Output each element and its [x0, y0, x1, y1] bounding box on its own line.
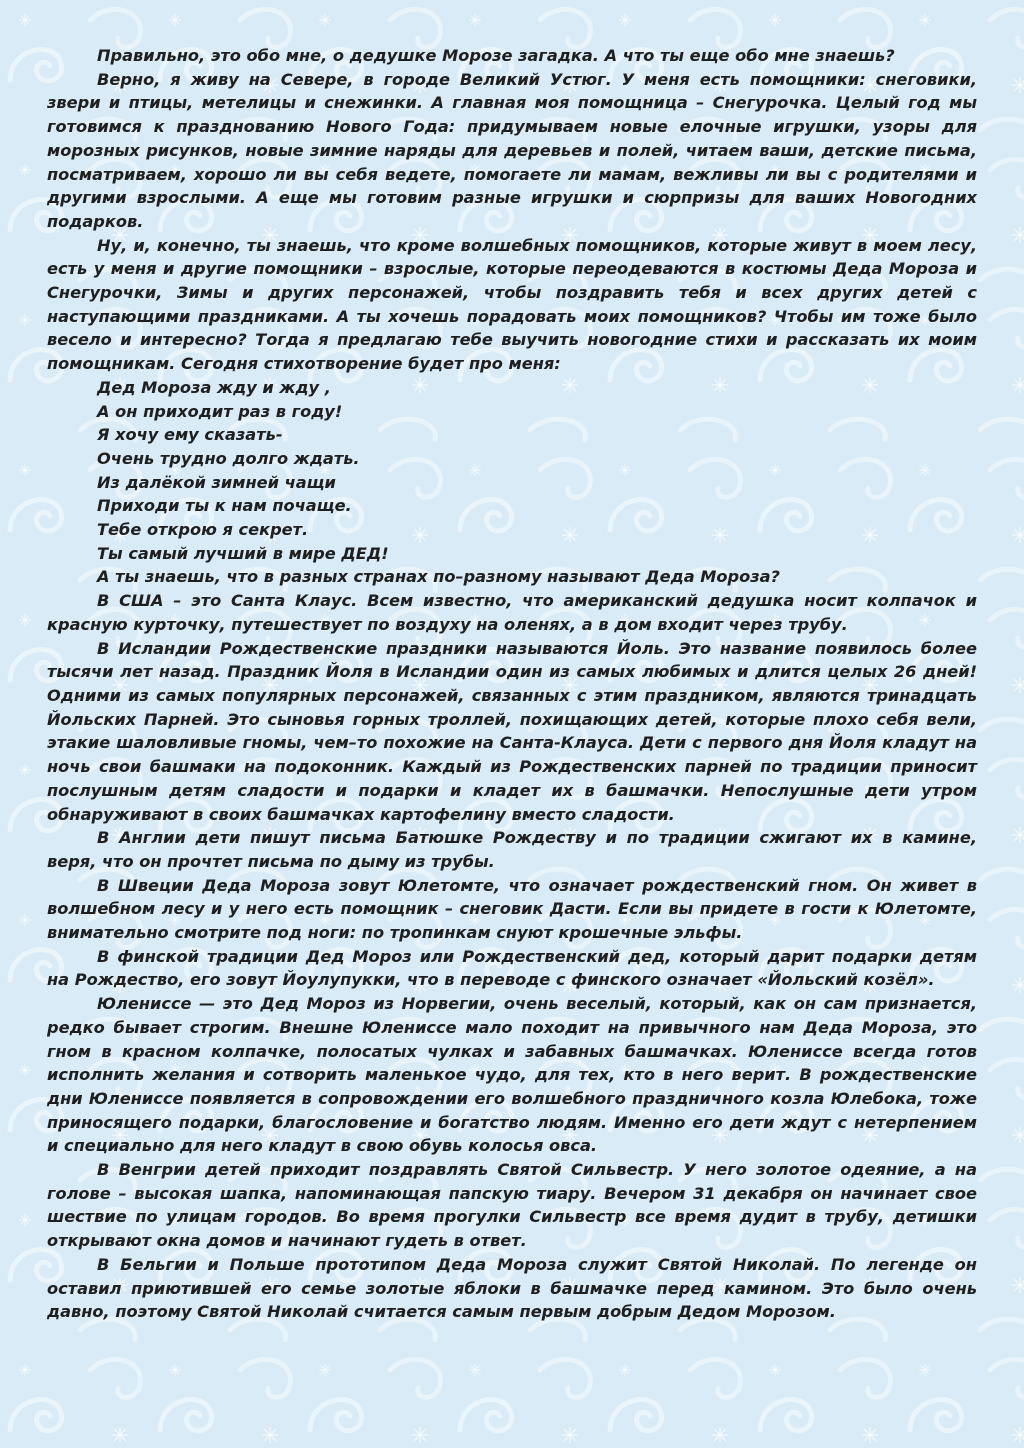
- paragraph-finland: В финской традиции Дед Мороз или Рождественский дед, который дарит подарки детям на Рождество, его зовут Йоулупукки, что в переводе с финского означает «Йольский козёл».: [47, 946, 977, 990]
- paragraph-belgium-poland: В Бельгии и Польше прототипом Деда Мороза служит Святой Николай. По легенде он оставил приютившей его семье золотые яблоки в башмачке перед камином. Это было очень давно, поэтому Святой Николай считается самым первым добрым Дедом Морозом.: [47, 1254, 977, 1322]
- poem: [47, 376, 977, 566]
- poem-line: Тебе открою я секрет.: [97, 520, 309, 540]
- paragraph-england: В Англии дети пишут письма Батюшке Рождеству и по традиции сжигают их в камине, веря, что он прочтет письма по дыму из трубы.: [47, 828, 977, 871]
- poem-line: Дед Мороза жду и жду ,: [97, 377, 331, 397]
- paragraph-about-ded-moroz: Верно, я живу на Севере, в городе Великий Устюг. У меня есть помощники: снеговики, звери и птицы, метелицы и снежинки. А главная моя помощница – Снегурочка. Целый год мы готовимся к празднованию Нового Года: придумываем новые елочные игрушки, узоры для морозных рисунков, новые зимние наряды для деревьев и полей, читаем ваши, детские письма, посматриваем, хорошо ли вы себя ведете, помогаете ли мамам, вежливы ли вы с родителями и другими взрослыми. А еще мы готовим разные игрушки и сюрпризы для ваших Новогодних подарков.: [47, 69, 977, 231]
- story-page: [47, 44, 977, 1324]
- poem-line: Ты самый лучший в мире ДЕД!: [97, 543, 389, 563]
- poem-line: Очень трудно долго ждать.: [97, 448, 360, 468]
- paragraph-helpers: Ну, и, конечно, ты знаешь, что кроме волшебных помощников, которые живут в моем лесу, есть у меня и другие помощники – взрослые, которые переодеваются в костюмы Деда Мороза и Снегурочки, Зимы и других персонажей, чтобы поздравить тебя и всех других детей с наступающими праздниками. А ты хочешь порадовать моих помощников? Чтобы им тоже было весело и интересно? Тогда я предлагаю тебе выучить новогодние стихи и рассказать их моим помощникам. Сегодня стихотворение будет про меня:: [47, 235, 977, 374]
- paragraph-usa: В США – это Санта Клаус. Всем известно, что американский дедушка носит колпачок и красную курточку, путешествует по воздуху на оленях, а в дом входит через трубу.: [47, 591, 977, 634]
- intro-section: [47, 44, 977, 376]
- poem-line: А он приходит раз в году!: [97, 401, 343, 421]
- paragraph-riddle-answer: Правильно, это обо мне, о дедушке Морозе загадка. А что ты еще обо мне знаешь?: [97, 46, 895, 65]
- poem-line: Из далёкой зимней чащи: [97, 472, 336, 492]
- paragraph-question: А ты знаешь, что в разных странах по–разному называют Деда Мороза?: [97, 567, 780, 587]
- countries-section: [47, 565, 977, 1324]
- paragraph-hungary: В Венгрии детей приходит поздравлять Святой Сильвестр. У него золотое одеяние, а на голове – высокая шапка, напоминающая папскую тиару. Вечером 31 декабря он начинает свое шествие по улицам городов. Во время прогулки Сильвестр все время дудит в трубу, детишки открывают окна домов и начинают гудеть в ответ.: [47, 1160, 977, 1251]
- paragraph-iceland: В Исландии Рождественские праздники называются Йоль. Это название появилось более тысячи лет назад. Праздник Йоля в Исландии один из самых любимых и длится целых 26 дней! Одними из самых популярных персонажей, связанных с этим праздником, являются тринадцать Йольских Парней. Это сыновья горных троллей, похищающих детей, которые плохо себя вели, этакие шаловливые гномы, чем–то похожие на Санта-Клауса. Дети с первого дня Йоля кладут на ночь свои башмаки на подоконник. Каждый из Рождественских парней по традиции приносит послушным детям сладости и подарки и кладет их в башмачки. Непослушные дети утром обнаруживают в своих башмачках картофелину вместо сладости.: [47, 638, 977, 824]
- poem-line: Я хочу ему сказать-: [97, 425, 283, 445]
- paragraph-norway: Юлениссе — это Дед Мороз из Норвегии, очень веселый, который, как он сам признается, редко бывает строгим. Внешне Юлениссе мало походит на привычного нам Деда Мороза, это гном в красном колпачке, полосатых чулках и забавных башмачках. Юлениссе всегда готов исполнить желания и сотворить маленькое чудо, для тех, кто в него верит. В рождественские дни Юлениссе появляется в сопровождении его волшебного праздничного козла Юлебока, тоже приносящего подарки, благословение и богатство людям. Именно его дети ждут с нетерпением и специально для него кладут в свою обувь колосья овса.: [47, 994, 977, 1156]
- poem-line: Приходи ты к нам почаще.: [97, 496, 352, 516]
- paragraph-sweden: В Швеции Деда Мороза зовут Юлетомте, что означает рождественский гном. Он живет в волшебном лесу и у него есть помощник – снеговик Дасти. Если вы придете в гости к Юлетомте, внимательно смотрите под ноги: по тропинкам снуют крошечные эльфы.: [47, 875, 977, 943]
